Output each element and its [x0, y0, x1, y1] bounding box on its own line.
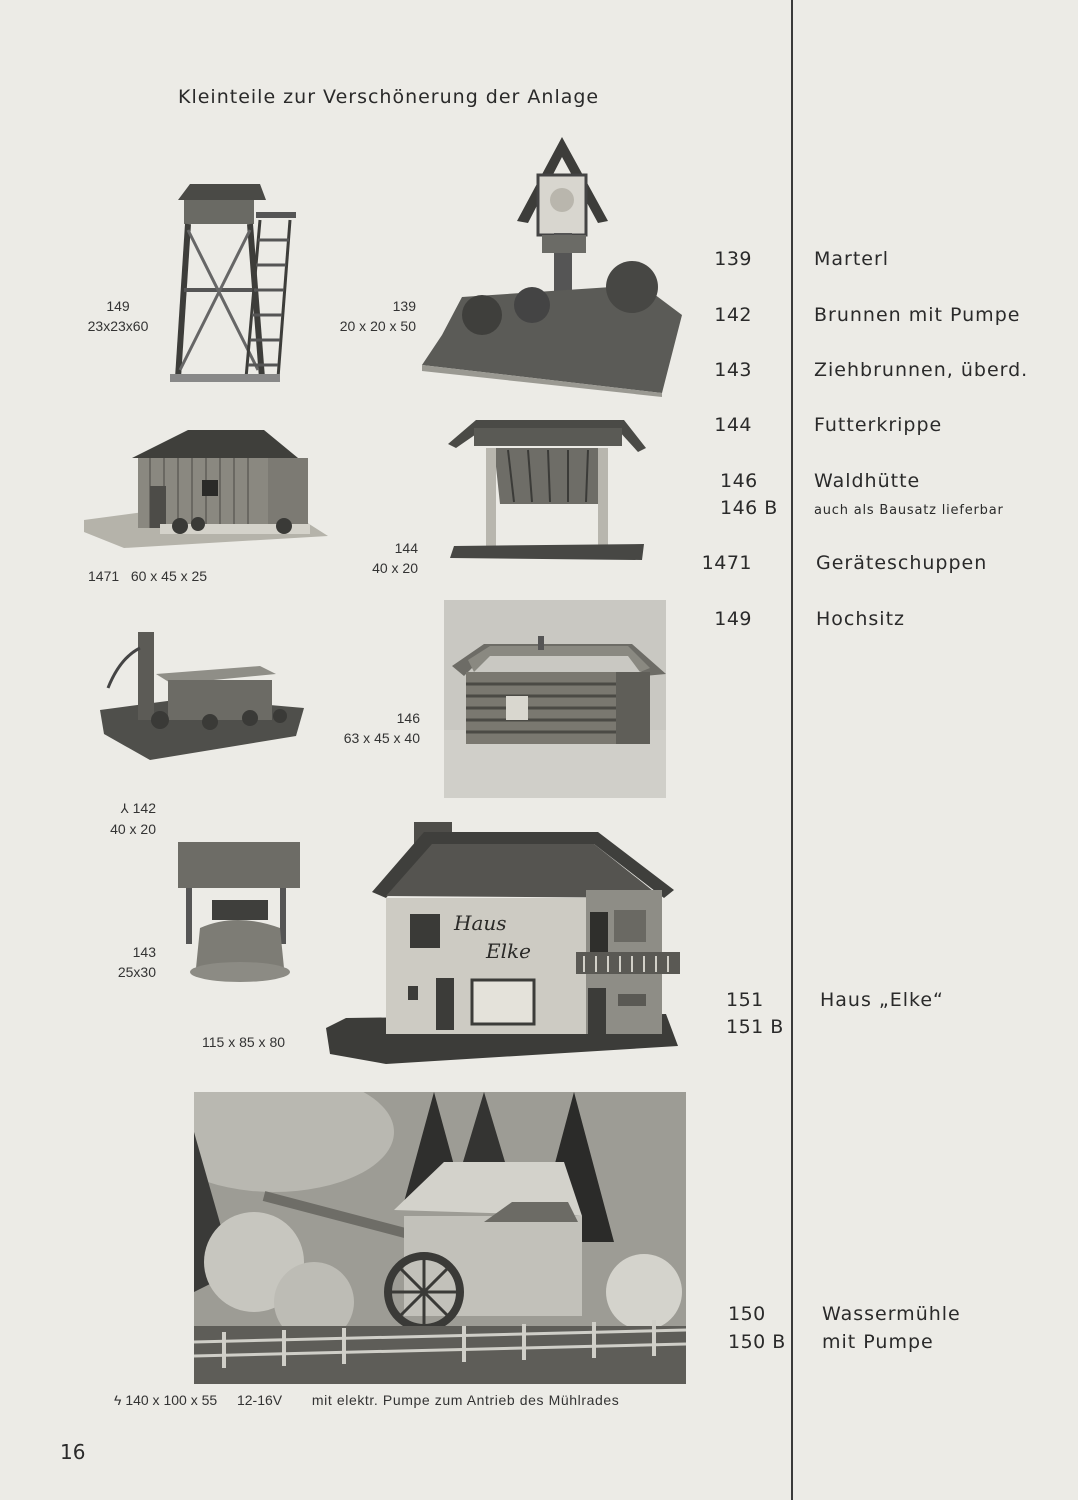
caption-dimensions: 140 x 100 x 55 [125, 1392, 218, 1408]
index-name: Ziehbrunnen, überd. [814, 359, 1029, 381]
caption-dimensions: 25x30 [117, 964, 156, 980]
ziehbrunnen-image [172, 842, 302, 982]
caption-number: 139 [392, 298, 416, 314]
caption-dimensions: 23x23x60 [87, 318, 149, 334]
index-number: 151 B [726, 1016, 784, 1038]
index-name: Wassermühle [822, 1303, 961, 1325]
brunnen-image [100, 628, 304, 762]
index-name: Geräteschuppen [816, 552, 988, 574]
lightning-icon: ⅄ [120, 801, 129, 816]
caption-schuppen: 1471 60 x 45 x 25 [88, 568, 208, 584]
waldhuette-image [444, 600, 666, 798]
caption-hochsitz [78, 296, 158, 336]
index-number: 151 [726, 989, 764, 1011]
caption-number: 144 [394, 540, 418, 556]
svg-text:Elke: Elke [486, 939, 531, 963]
index-number: 146 [720, 470, 758, 492]
geraeteschuppen-image [84, 428, 328, 550]
caption-description: mit elektr. Pumpe zum Antrieb des Mühlrades [311, 1392, 620, 1408]
index-name: Marterl [814, 248, 890, 270]
caption-marterl [326, 296, 416, 336]
index-number: 1471 [701, 552, 752, 574]
page-title: Kleinteile zur Verschönerung der Anlage [178, 86, 600, 108]
index-number: 143 [714, 359, 752, 381]
caption-number: 146 [396, 710, 420, 726]
caption-futterkrippe [346, 538, 418, 578]
caption-dimensions: 40 x 20 [372, 560, 418, 576]
index-number: 139 [714, 248, 752, 270]
caption-voltage: 12-16V [236, 1392, 283, 1408]
index-number: 149 [714, 608, 752, 630]
caption-brunnen [96, 798, 156, 839]
index-note: auch als Bausatz lieferbar [814, 503, 1004, 518]
caption-dimensions: 63 x 45 x 40 [343, 730, 420, 746]
index-name: Futterkrippe [814, 414, 943, 436]
caption-haus-elke: 115 x 85 x 80 [202, 1034, 286, 1050]
index-number: 150 [728, 1303, 766, 1325]
index-number: 144 [714, 414, 752, 436]
index-number: 142 [714, 304, 752, 326]
caption-muehle [114, 1390, 714, 1410]
index-name: Haus „Elke“ [820, 989, 944, 1011]
page-number: 16 [60, 1440, 86, 1464]
caption-number: 142 [132, 800, 156, 816]
index-number: 146 B [720, 497, 778, 519]
column-divider [791, 0, 793, 1500]
futterkrippe-image [448, 418, 648, 563]
index-name: Waldhütte [814, 470, 921, 492]
caption-dimensions: 20 x 20 x 50 [339, 318, 416, 334]
caption-number: 149 [106, 298, 130, 314]
caption-waldhuette [330, 708, 420, 748]
index-name: Brunnen mit Pumpe [814, 304, 1021, 326]
index-name: Hochsitz [816, 608, 906, 630]
index-name: mit Pumpe [822, 1331, 934, 1353]
caption-number: 143 [132, 944, 156, 960]
marterl-image [422, 135, 684, 397]
svg-text:Haus: Haus [454, 911, 507, 935]
hochsitz-image [170, 180, 300, 385]
caption-dimensions: 40 x 20 [110, 821, 156, 837]
caption-ziehbrunnen [96, 942, 156, 982]
haus-elke-image [326, 818, 682, 1064]
lightning-icon: ϟ [114, 1392, 122, 1408]
wassermuehle-image [194, 1092, 686, 1384]
index-number: 150 B [728, 1331, 786, 1353]
